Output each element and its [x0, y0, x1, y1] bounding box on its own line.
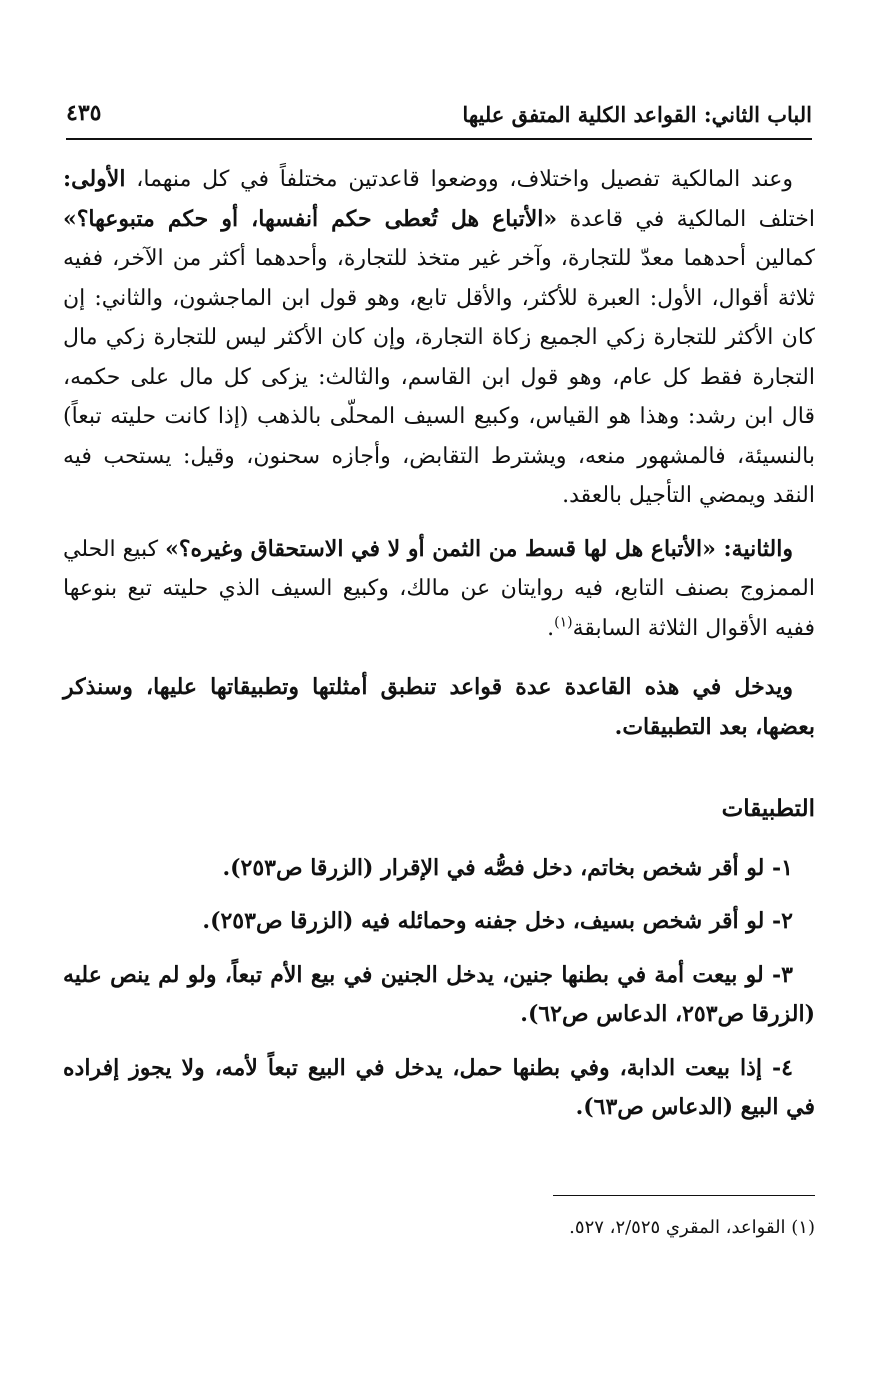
footnote: (١) القواعد، المقري ٢/٥٢٥، ٥٢٧. [569, 1217, 815, 1238]
bold-rule-quote: «الأتباع هل لها قسط من الثمن أو لا في الاستحقاق وغيره؟» [165, 535, 716, 562]
text-span: كبيع الحلي الممزوج بصنف التابع، فيه روايتان عن مالك، وكبيع السيف الذي حليته تبع بنوعها ففيه الأقوال الثلاثة السابقة [63, 536, 815, 641]
page-number: ٤٣٥ [66, 100, 102, 126]
paragraph-subrules: ويدخل في هذه القاعدة عدة قواعد تنطبق أمثلتها وتطبيقاتها عليها، وسنذكر بعضها، بعد التطبيقات. [63, 674, 815, 740]
running-header [66, 98, 812, 140]
paragraph-second-rule [63, 530, 815, 649]
text-span: وعند المالكية تفصيل واختلاف، ووضعوا قاعدتين مختلفاً في كل منهما، [125, 167, 793, 192]
application-item: ٤- إذا بيعت الدابة، وفي بطنها حمل، يدخل في البيع تبعاً لأمه، ولا يجوز إفراده في البيع (الدعاس ص٦٣). [63, 1054, 815, 1120]
bold-rule-quote: «الأتباع هل تُعطى حكم أنفسها، أو حكم متبوعها؟» [63, 205, 558, 232]
bold-term-first: الأولى: [63, 166, 126, 192]
application-item: ٢- لو أقر شخص بسيف، دخل جفنه وحمائله فيه (الزرقا ص٢٥٣). [202, 908, 793, 934]
paragraph-maliki-rules [63, 160, 815, 516]
application-item: ١- لو أقر شخص بخاتم، دخل فصُّه في الإقرار (الزرقا ص٢٥٣). [222, 854, 793, 881]
bold-term-second: والثانية: [715, 535, 793, 562]
application-item: ٣- لو بيعت أمة في بطنها جنين، يدخل الجنين في بيع الأم تبعاً، ولو لم ينص عليه (الزرقا ص٢٥٣، الدعاس ص٦٢). [63, 961, 815, 1027]
running-title: الباب الثاني: القواعد الكلية المتفق عليها [462, 102, 812, 127]
footnote-separator [553, 1195, 815, 1196]
section-heading-applications: التطبيقات [721, 795, 815, 822]
footnote-reference[interactable]: (١) [554, 614, 573, 631]
text-span: . [547, 615, 555, 641]
text-span: كمالين أحدهما معدّ للتجارة، وآخر غير متخذ للتجارة، وأحدهما أكثر من الآخر، ففيه ثلاثة أقوال، الأول: العبرة للأكثر، والأقل تابع، وهو قول ابن الماجشون، والثاني: إن كان الأكثر للتجارة زكي الجميع زكاة التجارة، وإن كان الأكثر ليس للتجارة زكي مال التجارة فقط كل عام، وهو قول ابن القاسم، والثالث: يزكى كل مال على حكمه، قال ابن رشد: وهذا هو القياس، وكبيع السيف المحلّى بالذهب (إذا كانت حليته تبعاً) بالنسيئة، فالمشهور منعه، ويشترط التقابض، وأجازه سحنون، وقيل: يستحب فيه النقد ويمضي التأجيل بالعقد. [63, 246, 815, 508]
text-span: اختلف المالكية في قاعدة [557, 206, 815, 232]
body-text [63, 160, 815, 1142]
